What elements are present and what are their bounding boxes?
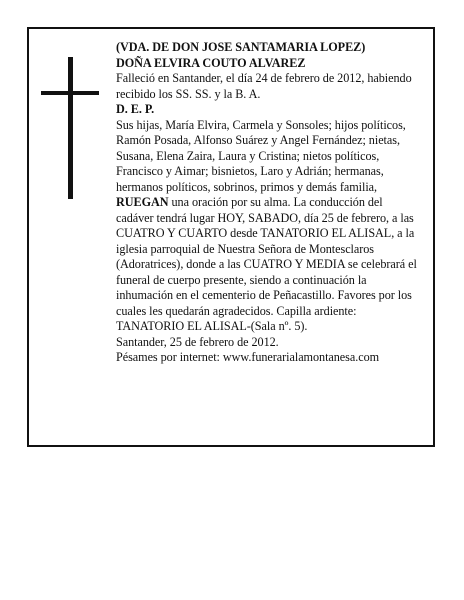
obituary-text [116,40,422,366]
cross-vertical-bar [68,57,73,199]
death-announcement: Falleció en Santander, el día 24 de febrero de 2012, habiendo recibido los SS. SS. y la B. A. [116,71,412,101]
funeral-details: una oración por su alma. La conducción del cadáver tendrá lugar HOY, SABADO, día 25 de febrero, a las CUATRO Y CUARTO desde TANATORIO EL ALISAL, a la iglesia parroquial de Nuestra Señora de Montesclaros (Adoratrices), donde a las CUATRO Y MEDIA se celebrará el funeral de cuerpo presente, siendo a continuación la inhumación en el cementerio de Peñacastillo. Favores por los cuales les quedarán agradecidos. Capilla ardiente: TANATORIO EL ALISAL-(Sala nº. 5). [116,195,417,333]
obituary-notice [27,27,435,447]
latin-cross-icon [41,57,99,199]
rest-in-peace: D. E. P. [116,102,155,116]
place-date: Santander, 25 de febrero de 2012. [116,334,279,349]
widow-line: (VDA. DE DON JOSE SANTAMARIA LOPEZ) [116,40,366,54]
request-word: RUEGAN [116,195,169,209]
family-list: Sus hijas, María Elvira, Carmela y Sonsoles; hijos políticos, Ramón Posada, Alfonso Suárez y Angel Fernández; nietas, Susana, Elena Zaira, Laura y Cristina; nietos políticos, Francisco y Aimar; bisnietos, Laro y Adrián; hermanas, hermanos políticos, sobrinos, primos y demás familia, [116,117,406,194]
funeral-request [116,195,422,335]
condolences-info: Pésames por internet: www.funerarialamontanesa.com [116,350,380,364]
cross-horizontal-bar [41,91,99,95]
deceased-name: DOÑA ELVIRA COUTO ALVAREZ [116,55,306,70]
